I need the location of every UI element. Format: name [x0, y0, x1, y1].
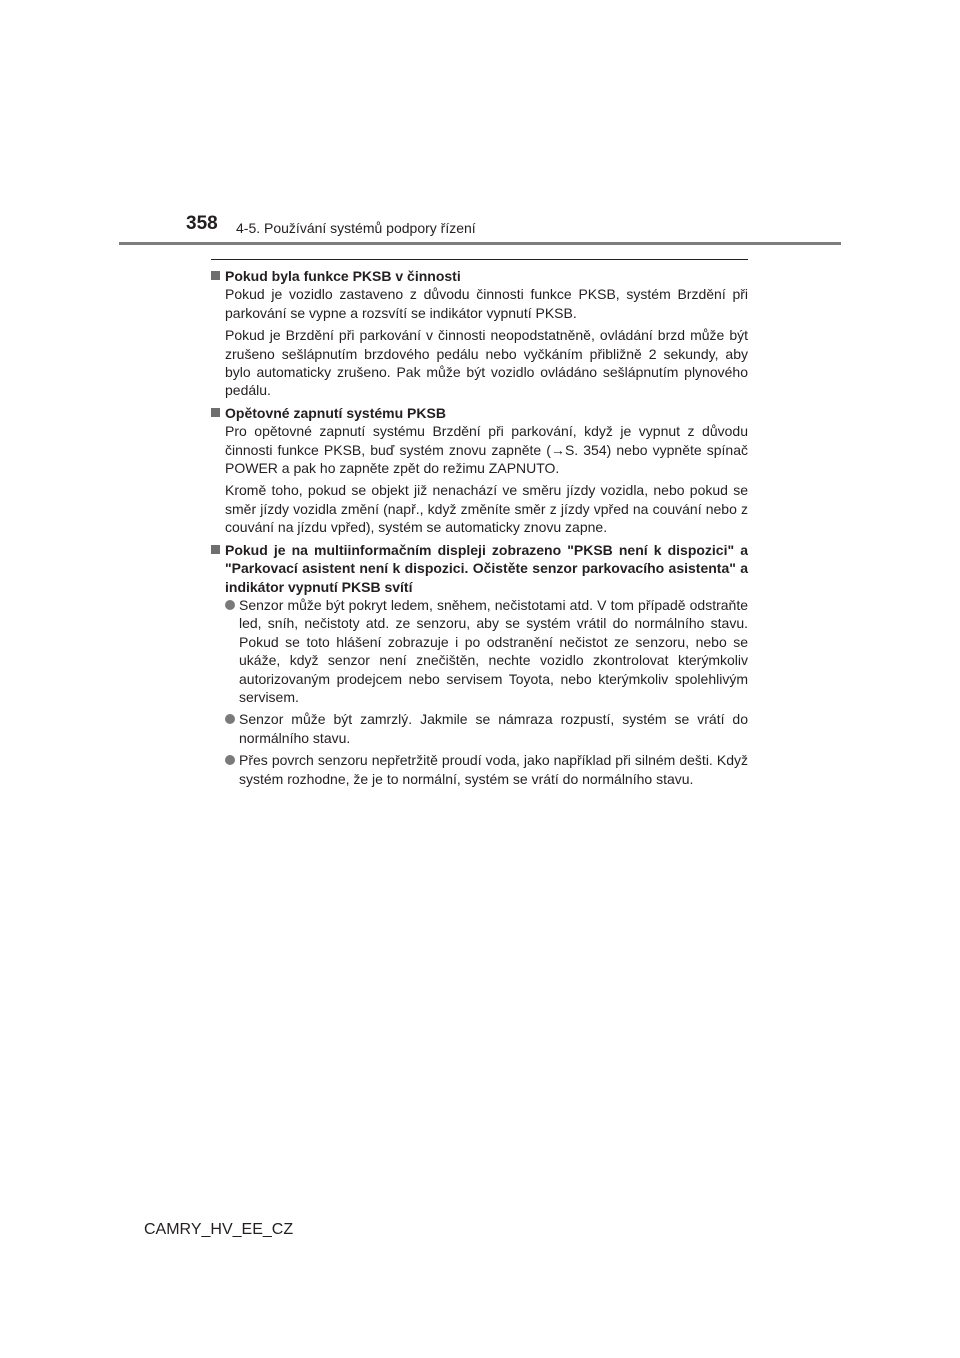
footer-code: CAMRY_HV_EE_CZ [144, 1221, 294, 1238]
section-heading [211, 404, 748, 422]
section-heading [211, 267, 748, 285]
circle-bullet-icon [225, 600, 235, 610]
paragraph: Pokud je Brzdění při parkování v činnosti neopodstatněně, ovládání brzd může být zrušeno sešlápnutím brzdového pedálu nebo vyčkáním přibližně 2 sekundy, aby bylo automaticky zrušeno. Pak může být vozidlo ovládáno sešlápnutím plynového pedálu. [225, 327, 748, 399]
header-rule [119, 242, 841, 245]
paragraph: Pro opětovné zapnutí systému Brzdění při parkování, když je vypnut z důvodu činnosti funkce PKSB, buď systém znovu zapněte (→S. 354) nebo vypněte spínač POWER a pak ho zapněte zpět do režimu ZAPNUTO. [225, 423, 748, 477]
page-number: 358 [186, 213, 218, 234]
circle-bullet-icon [225, 755, 235, 765]
section-pksb-reenable [211, 404, 748, 537]
list-item-text: Senzor může být zamrzlý. Jakmile se námraza rozpustí, systém se vrátí do normálního stavu. [239, 711, 748, 746]
section-heading-text: Pokud je na multiinformačním displeji zobrazeno "PKSB není k dispozici" a "Parkovací asistent není k dispozici. Očistěte senzor parkovacího asistenta" a indikátor vypnutí PKSB svítí [225, 541, 748, 595]
section-pksb-unavailable [211, 541, 748, 788]
section-pksb-active [211, 267, 748, 400]
square-bullet-icon [211, 271, 220, 280]
square-bullet-icon [211, 545, 220, 554]
list-item [225, 596, 748, 706]
chapter-title: 4-5. Používání systémů podpory řízení [236, 220, 476, 236]
paragraph: Pokud je vozidlo zastaveno z důvodu činnosti funkce PKSB, systém Brzdění při parkování se vypne a rozsvítí se indikátor vypnutí PKSB. [225, 286, 748, 321]
paragraph: Kromě toho, pokud se objekt již nenachází ve směru jízdy vozidla, nebo pokud se směr jízdy vozidla změní (např., když změníte směr z jízdy vpřed na couvání nebo z couvání na jízdu vpřed), systém se automaticky znovu zapne. [225, 482, 748, 536]
section-heading-text: Pokud byla funkce PKSB v činnosti [225, 268, 461, 284]
section-heading-text: Opětovné zapnutí systému PKSB [225, 404, 446, 421]
section-heading [211, 541, 748, 596]
list-item [225, 710, 748, 747]
list-item-text: Přes povrch senzoru nepřetržitě proudí voda, jako například při silném dešti. Když systém rozhodne, že je to normální, systém se vrátí do normálního stavu. [239, 752, 748, 787]
list-item [225, 751, 748, 788]
content-area [211, 259, 748, 792]
square-bullet-icon [211, 408, 220, 417]
list-item-text: Senzor může být pokryt ledem, sněhem, nečistotami atd. V tom případě odstraňte led, sníh, nečistoty atd. ze senzoru, aby se systém vrátil do normálního stavu. Pokud se toto hlášení zobrazuje i po odstranění nečistot ze senzoru, nebo se ukáže, když senzor není znečištěn, nechte vozidlo zkontrolovat kterýmkoliv autorizovaným prodejcem nebo servisem Toyota, nebo kterýmkoliv spolehlivým servisem. [239, 596, 748, 705]
circle-bullet-icon [225, 714, 235, 724]
